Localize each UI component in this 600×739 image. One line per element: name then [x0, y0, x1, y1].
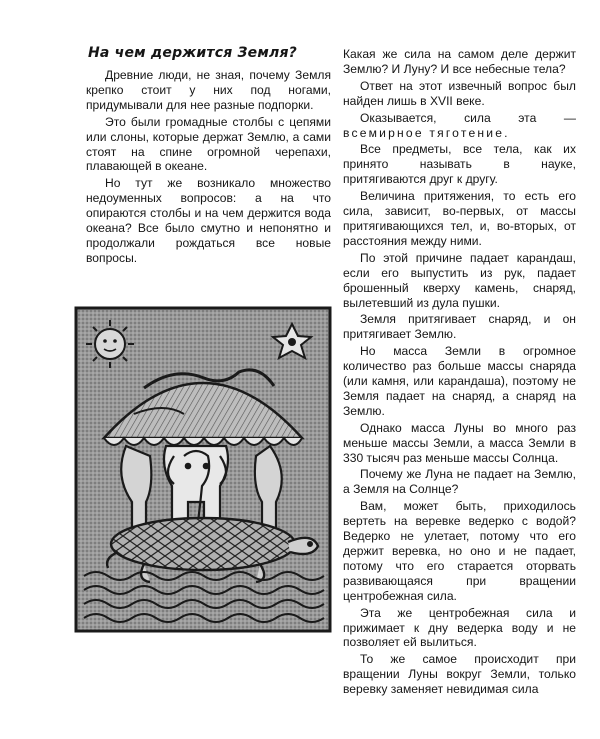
- paragraph: Но тут же возникало множество недоуменных вопросов: а на что опираются столбы и на чем держится вода океана? Все было смутно и непонятно и продолжали рождаться все новые вопросы.: [86, 176, 331, 265]
- paragraph: Ответ на этот извечный вопрос был найден лишь в XVII веке.: [343, 78, 576, 108]
- paragraph: Почему же Луна не падает на Землю, а Земля на Солнце?: [343, 467, 576, 497]
- paragraph: Эта же центробежная сила и прижимает к дну ведерка воду и не позволяет ей вылиться.: [343, 605, 576, 650]
- paragraph-text: Оказывается, сила эта —: [360, 110, 576, 125]
- paragraph: Земля притягивает снаряд, и он притягивает Землю.: [343, 312, 576, 342]
- right-column: [343, 47, 576, 697]
- paragraph: Величина притяжения, то есть его сила, зависит, во-первых, от массы притягивающихся тел, и, во-вторых, от расстояния между ними.: [343, 189, 576, 248]
- paragraph: Однако масса Луны во много раз меньше массы Земли, а масса Земли в 330 тысяч раз меньше массы Солнца.: [343, 420, 576, 465]
- emphasized-term: всемирное тяготение.: [343, 125, 510, 140]
- paragraph: Древние люди, не зная, почему Земля крепко стоит у них под ногами, придумывали для нее разные подпорки.: [86, 68, 331, 112]
- paragraph: Это были громадные столбы с цепями или слоны, которые держат Землю, а сами стоят на спине огромной черепахи, плавающей в океане.: [86, 114, 331, 174]
- paragraph: [343, 111, 576, 141]
- paragraph: Но масса Земли в огромное количество раз больше массы снаряда (или камня, или карандаша), поэтому не Земля падает на снаряд, а снаряд на Землю.: [343, 344, 576, 418]
- paragraph: Какая же сила на самом деле держит Землю? И Луну? И все небесные тела?: [343, 47, 576, 76]
- earth-on-elephants-illustration: [74, 306, 332, 633]
- paragraph: Вам, может быть, приходилось вертеть на веревке ведерко с водой? Ведерко не улетает, потому что его держит веревка, но оно и не падает, потому что его старается оторвать развивающаяся при вращении центробежная сила.: [343, 499, 576, 603]
- paragraph: Все предметы, все тела, как их принято называть в науке, притягиваются друг к другу.: [343, 142, 576, 187]
- article-title: На чем держится Земля?: [88, 45, 297, 61]
- left-column: [86, 44, 331, 266]
- paragraph: То же самое происходит при вращении Луны вокруг Земли, только веревку заменяет невидимая сила: [343, 652, 576, 697]
- paragraph: По этой причине падает карандаш, если его выпустить из рук, падает брошенный кверху камень, снаряд, вылетевший из дула пушки.: [343, 250, 576, 310]
